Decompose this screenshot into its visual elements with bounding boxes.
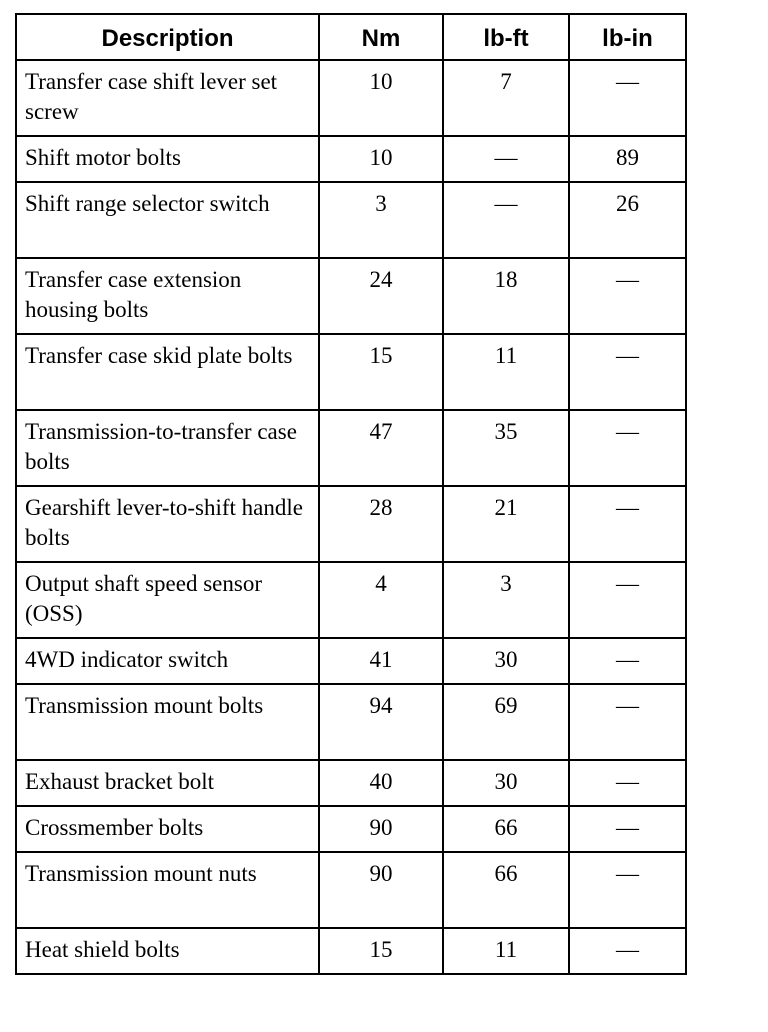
- cell-lb-in: —: [569, 60, 686, 136]
- cell-description: Output shaft speed sensor (OSS): [16, 562, 319, 638]
- table-row: [16, 182, 686, 258]
- table-row: [16, 852, 686, 928]
- header-row: [16, 14, 686, 60]
- cell-nm: 15: [319, 928, 443, 974]
- cell-description: Transfer case extension housing bolts: [16, 258, 319, 334]
- cell-lb-in: —: [569, 258, 686, 334]
- cell-description: Shift motor bolts: [16, 136, 319, 182]
- cell-nm: 94: [319, 684, 443, 760]
- cell-lb-in: —: [569, 806, 686, 852]
- cell-description: Transmission-to-transfer case bolts: [16, 410, 319, 486]
- cell-lb-in: —: [569, 684, 686, 760]
- cell-nm: 15: [319, 334, 443, 410]
- table-row: [16, 258, 686, 334]
- cell-lb-ft: 21: [443, 486, 569, 562]
- cell-lb-ft: 35: [443, 410, 569, 486]
- cell-description: Transmission mount bolts: [16, 684, 319, 760]
- cell-nm: 47: [319, 410, 443, 486]
- header-nm: Nm: [319, 14, 443, 60]
- cell-lb-ft: 30: [443, 760, 569, 806]
- cell-description: 4WD indicator switch: [16, 638, 319, 684]
- table-row: [16, 638, 686, 684]
- cell-nm: 24: [319, 258, 443, 334]
- torque-spec-table: [15, 13, 687, 975]
- cell-description: Shift range selector switch: [16, 182, 319, 258]
- cell-nm: 10: [319, 136, 443, 182]
- cell-description: Transfer case skid plate bolts: [16, 334, 319, 410]
- cell-description: Exhaust bracket bolt: [16, 760, 319, 806]
- header-lb-ft: lb-ft: [443, 14, 569, 60]
- cell-lb-in: —: [569, 562, 686, 638]
- cell-nm: 28: [319, 486, 443, 562]
- cell-lb-in: —: [569, 638, 686, 684]
- cell-lb-ft: 11: [443, 928, 569, 974]
- cell-lb-in: 89: [569, 136, 686, 182]
- header-lb-in: lb-in: [569, 14, 686, 60]
- cell-lb-ft: 30: [443, 638, 569, 684]
- cell-nm: 10: [319, 60, 443, 136]
- table-row: [16, 486, 686, 562]
- cell-lb-in: —: [569, 760, 686, 806]
- cell-description: Gearshift lever-to-shift handle bolts: [16, 486, 319, 562]
- table-row: [16, 60, 686, 136]
- table-row: [16, 410, 686, 486]
- cell-lb-ft: 66: [443, 852, 569, 928]
- cell-lb-in: —: [569, 410, 686, 486]
- table-row: [16, 806, 686, 852]
- cell-nm: 4: [319, 562, 443, 638]
- cell-lb-ft: 69: [443, 684, 569, 760]
- cell-lb-ft: 18: [443, 258, 569, 334]
- cell-nm: 41: [319, 638, 443, 684]
- cell-nm: 3: [319, 182, 443, 258]
- table-row: [16, 760, 686, 806]
- cell-nm: 90: [319, 806, 443, 852]
- cell-nm: 90: [319, 852, 443, 928]
- cell-lb-in: 26: [569, 182, 686, 258]
- table-row: [16, 928, 686, 974]
- cell-lb-ft: 7: [443, 60, 569, 136]
- table-row: [16, 562, 686, 638]
- cell-description: Transmission mount nuts: [16, 852, 319, 928]
- cell-lb-ft: 66: [443, 806, 569, 852]
- table-row: [16, 334, 686, 410]
- cell-lb-in: —: [569, 486, 686, 562]
- table-row: [16, 684, 686, 760]
- header-description: Description: [16, 14, 319, 60]
- cell-lb-in: —: [569, 852, 686, 928]
- cell-lb-ft: —: [443, 136, 569, 182]
- cell-description: Heat shield bolts: [16, 928, 319, 974]
- table-row: [16, 136, 686, 182]
- cell-lb-ft: 3: [443, 562, 569, 638]
- cell-lb-ft: 11: [443, 334, 569, 410]
- cell-lb-in: —: [569, 928, 686, 974]
- cell-nm: 40: [319, 760, 443, 806]
- cell-description: Transfer case shift lever set screw: [16, 60, 319, 136]
- cell-lb-ft: —: [443, 182, 569, 258]
- cell-description: Crossmember bolts: [16, 806, 319, 852]
- cell-lb-in: —: [569, 334, 686, 410]
